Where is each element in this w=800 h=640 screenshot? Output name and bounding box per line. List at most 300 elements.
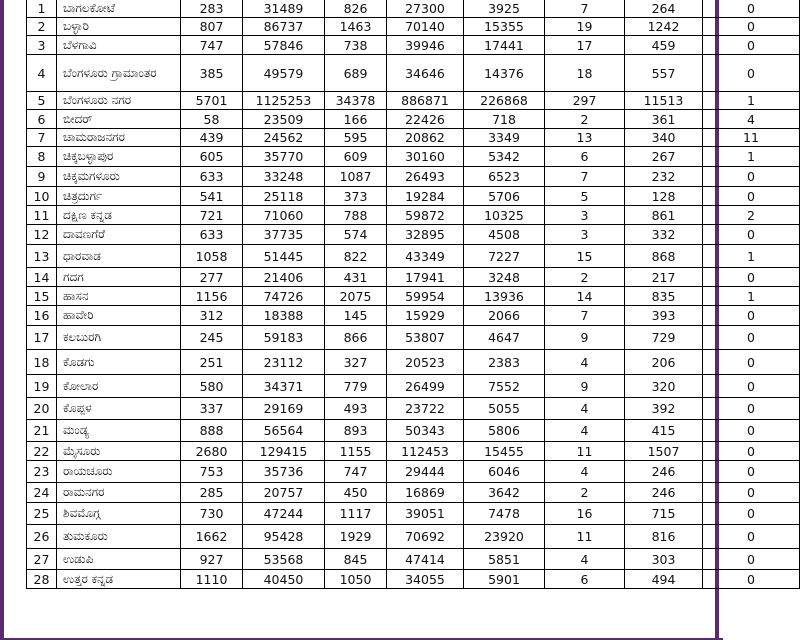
value-cell: 23920 — [464, 525, 545, 549]
value-cell: 70140 — [387, 18, 464, 36]
value-cell: 340 — [625, 129, 703, 147]
value-cell: 2066 — [464, 306, 545, 326]
value-cell: 0 — [703, 483, 800, 503]
value-cell: 20523 — [387, 350, 464, 375]
value-cell: 392 — [625, 398, 703, 420]
value-cell: 56564 — [243, 420, 325, 442]
value-cell: 11513 — [625, 92, 703, 110]
value-cell: 246 — [625, 461, 703, 483]
district-name-cell: ಚಿಕ್ಕಮಗಳೂರು — [57, 167, 181, 187]
value-cell: 9 — [545, 326, 625, 350]
value-cell: 6 — [545, 147, 625, 167]
value-cell: 40450 — [243, 570, 325, 589]
value-cell: 0 — [703, 268, 800, 287]
serial-number-cell: 22 — [27, 442, 57, 461]
value-cell: 1 — [703, 245, 800, 268]
value-cell: 0 — [703, 36, 800, 55]
value-cell: 633 — [181, 167, 243, 187]
serial-number-cell: 12 — [27, 225, 57, 245]
value-cell: 385 — [181, 55, 243, 92]
value-cell: 580 — [181, 375, 243, 398]
serial-number-cell: 16 — [27, 306, 57, 326]
value-cell: 7227 — [464, 245, 545, 268]
serial-number-cell: 28 — [27, 570, 57, 589]
district-name-cell: ಹಾಸನ — [57, 287, 181, 306]
value-cell: 0 — [703, 326, 800, 350]
value-cell: 738 — [325, 36, 387, 55]
value-cell: 34646 — [387, 55, 464, 92]
serial-number-cell: 27 — [27, 549, 57, 570]
value-cell: 26493 — [387, 167, 464, 187]
value-cell: 2 — [545, 110, 625, 129]
district-name-cell: ಹಾವೇರಿ — [57, 306, 181, 326]
table-row — [27, 206, 800, 225]
value-cell: 297 — [545, 92, 625, 110]
value-cell: 5342 — [464, 147, 545, 167]
value-cell: 15355 — [464, 18, 545, 36]
table-row — [27, 55, 800, 92]
value-cell: 25118 — [243, 187, 325, 206]
value-cell: 145 — [325, 306, 387, 326]
value-cell: 71060 — [243, 206, 325, 225]
district-name-cell: ಬೆಂಗಳೂರು ನಗರ — [57, 92, 181, 110]
value-cell: 31489 — [243, 0, 325, 18]
table-row — [27, 245, 800, 268]
value-cell: 0 — [703, 167, 800, 187]
district-name-cell: ಬೆಳಗಾವಿ — [57, 36, 181, 55]
serial-number-cell: 24 — [27, 483, 57, 503]
value-cell: 277 — [181, 268, 243, 287]
value-cell: 868 — [625, 245, 703, 268]
value-cell: 24562 — [243, 129, 325, 147]
value-cell: 730 — [181, 503, 243, 525]
value-cell: 59872 — [387, 206, 464, 225]
value-cell: 0 — [703, 350, 800, 375]
district-name-cell: ಚಾಮರಾಜನಗರ — [57, 129, 181, 147]
value-cell: 779 — [325, 375, 387, 398]
value-cell: 327 — [325, 350, 387, 375]
value-cell: 74726 — [243, 287, 325, 306]
value-cell: 886871 — [387, 92, 464, 110]
value-cell: 7 — [545, 167, 625, 187]
value-cell: 718 — [464, 110, 545, 129]
table-row — [27, 306, 800, 326]
value-cell: 33248 — [243, 167, 325, 187]
value-cell: 35770 — [243, 147, 325, 167]
value-cell: 494 — [625, 570, 703, 589]
value-cell: 59954 — [387, 287, 464, 306]
value-cell: 23112 — [243, 350, 325, 375]
value-cell: 729 — [625, 326, 703, 350]
value-cell: 541 — [181, 187, 243, 206]
district-name-cell: ಬಳ್ಳಾರಿ — [57, 18, 181, 36]
value-cell: 21406 — [243, 268, 325, 287]
value-cell: 23509 — [243, 110, 325, 129]
table-row — [27, 398, 800, 420]
value-cell: 0 — [703, 306, 800, 326]
value-cell: 1 — [703, 147, 800, 167]
value-cell: 3925 — [464, 0, 545, 18]
value-cell: 0 — [703, 549, 800, 570]
serial-number-cell: 11 — [27, 206, 57, 225]
value-cell: 493 — [325, 398, 387, 420]
value-cell: 3 — [545, 225, 625, 245]
value-cell: 595 — [325, 129, 387, 147]
table-row — [27, 36, 800, 55]
value-cell: 1058 — [181, 245, 243, 268]
value-cell: 10325 — [464, 206, 545, 225]
value-cell: 112453 — [387, 442, 464, 461]
value-cell: 4 — [703, 110, 800, 129]
value-cell: 18388 — [243, 306, 325, 326]
district-name-cell: ಬೆಂಗಳೂರು ಗ್ರಾಮಾಂತರ — [57, 55, 181, 92]
serial-number-cell: 9 — [27, 167, 57, 187]
value-cell: 70692 — [387, 525, 464, 549]
value-cell: 2 — [545, 483, 625, 503]
value-cell: 557 — [625, 55, 703, 92]
value-cell: 4 — [545, 398, 625, 420]
value-cell: 888 — [181, 420, 243, 442]
table-row — [27, 225, 800, 245]
serial-number-cell: 7 — [27, 129, 57, 147]
serial-number-cell: 8 — [27, 147, 57, 167]
value-cell: 0 — [703, 398, 800, 420]
district-name-cell: ಕೊಪ್ಪಳ — [57, 398, 181, 420]
value-cell: 13 — [545, 129, 625, 147]
serial-number-cell: 15 — [27, 287, 57, 306]
serial-number-cell: 4 — [27, 55, 57, 92]
value-cell: 95428 — [243, 525, 325, 549]
district-name-cell: ಬಾಗಲಕೋಟೆ — [57, 0, 181, 18]
serial-number-cell: 13 — [27, 245, 57, 268]
district-name-cell: ಕಲಬುರಗಿ — [57, 326, 181, 350]
value-cell: 7 — [545, 306, 625, 326]
district-name-cell: ಕೋಲಾರ — [57, 375, 181, 398]
value-cell: 0 — [703, 525, 800, 549]
value-cell: 633 — [181, 225, 243, 245]
value-cell: 715 — [625, 503, 703, 525]
value-cell: 861 — [625, 206, 703, 225]
value-cell: 15455 — [464, 442, 545, 461]
district-name-cell: ದಾವಣಗೆರೆ — [57, 225, 181, 245]
value-cell: 19 — [545, 18, 625, 36]
value-cell: 927 — [181, 549, 243, 570]
value-cell: 3349 — [464, 129, 545, 147]
district-name-cell: ಉತ್ತರ ಕನ್ನಡ — [57, 570, 181, 589]
value-cell: 11 — [545, 442, 625, 461]
value-cell: 14376 — [464, 55, 545, 92]
value-cell: 807 — [181, 18, 243, 36]
table-body — [27, 0, 800, 589]
serial-number-cell: 23 — [27, 461, 57, 483]
table-row — [27, 549, 800, 570]
value-cell: 439 — [181, 129, 243, 147]
value-cell: 393 — [625, 306, 703, 326]
value-cell: 283 — [181, 0, 243, 18]
table-row — [27, 129, 800, 147]
value-cell: 1050 — [325, 570, 387, 589]
value-cell: 34378 — [325, 92, 387, 110]
district-name-cell: ಮಂಡ್ಯ — [57, 420, 181, 442]
value-cell: 245 — [181, 326, 243, 350]
value-cell: 0 — [703, 0, 800, 18]
serial-number-cell: 1 — [27, 0, 57, 18]
value-cell: 29169 — [243, 398, 325, 420]
value-cell: 4647 — [464, 326, 545, 350]
value-cell: 39051 — [387, 503, 464, 525]
district-name-cell: ಕೊಡಗು — [57, 350, 181, 375]
value-cell: 5901 — [464, 570, 545, 589]
value-cell: 4 — [545, 420, 625, 442]
serial-number-cell: 20 — [27, 398, 57, 420]
value-cell: 2075 — [325, 287, 387, 306]
table-row — [27, 420, 800, 442]
value-cell: 23722 — [387, 398, 464, 420]
value-cell: 11 — [545, 525, 625, 549]
value-cell: 303 — [625, 549, 703, 570]
value-cell: 15929 — [387, 306, 464, 326]
value-cell: 822 — [325, 245, 387, 268]
value-cell: 47244 — [243, 503, 325, 525]
value-cell: 609 — [325, 147, 387, 167]
value-cell: 47414 — [387, 549, 464, 570]
value-cell: 866 — [325, 326, 387, 350]
value-cell: 49579 — [243, 55, 325, 92]
value-cell: 217 — [625, 268, 703, 287]
value-cell: 0 — [703, 55, 800, 92]
value-cell: 13936 — [464, 287, 545, 306]
value-cell: 7478 — [464, 503, 545, 525]
value-cell: 57846 — [243, 36, 325, 55]
value-cell: 2 — [703, 206, 800, 225]
value-cell: 753 — [181, 461, 243, 483]
value-cell: 9 — [545, 375, 625, 398]
table-row — [27, 287, 800, 306]
value-cell: 86737 — [243, 18, 325, 36]
value-cell: 747 — [325, 461, 387, 483]
value-cell: 373 — [325, 187, 387, 206]
value-cell: 39946 — [387, 36, 464, 55]
value-cell: 1 — [703, 287, 800, 306]
value-cell: 4 — [545, 350, 625, 375]
value-cell: 5706 — [464, 187, 545, 206]
value-cell: 1242 — [625, 18, 703, 36]
value-cell: 0 — [703, 461, 800, 483]
value-cell: 58 — [181, 110, 243, 129]
table-row — [27, 503, 800, 525]
table-row — [27, 167, 800, 187]
value-cell: 0 — [703, 187, 800, 206]
district-name-cell: ತುಮಕೂರು — [57, 525, 181, 549]
value-cell: 166 — [325, 110, 387, 129]
serial-number-cell: 25 — [27, 503, 57, 525]
serial-number-cell: 2 — [27, 18, 57, 36]
value-cell: 1463 — [325, 18, 387, 36]
serial-number-cell: 21 — [27, 420, 57, 442]
serial-number-cell: 6 — [27, 110, 57, 129]
value-cell: 1155 — [325, 442, 387, 461]
value-cell: 232 — [625, 167, 703, 187]
value-cell: 34055 — [387, 570, 464, 589]
value-cell: 267 — [625, 147, 703, 167]
value-cell: 574 — [325, 225, 387, 245]
value-cell: 5851 — [464, 549, 545, 570]
value-cell: 320 — [625, 375, 703, 398]
value-cell: 14 — [545, 287, 625, 306]
serial-number-cell: 10 — [27, 187, 57, 206]
table-row — [27, 461, 800, 483]
value-cell: 128 — [625, 187, 703, 206]
district-name-cell: ಮೈಸೂರು — [57, 442, 181, 461]
value-cell: 3642 — [464, 483, 545, 503]
value-cell: 53568 — [243, 549, 325, 570]
value-cell: 6 — [545, 570, 625, 589]
table-row — [27, 92, 800, 110]
serial-number-cell: 14 — [27, 268, 57, 287]
value-cell: 11 — [703, 129, 800, 147]
serial-number-cell: 18 — [27, 350, 57, 375]
value-cell: 7 — [545, 0, 625, 18]
value-cell: 788 — [325, 206, 387, 225]
value-cell: 53807 — [387, 326, 464, 350]
value-cell: 51445 — [243, 245, 325, 268]
value-cell: 29444 — [387, 461, 464, 483]
value-cell: 361 — [625, 110, 703, 129]
value-cell: 0 — [703, 442, 800, 461]
value-cell: 35736 — [243, 461, 325, 483]
value-cell: 15 — [545, 245, 625, 268]
value-cell: 50343 — [387, 420, 464, 442]
value-cell: 5806 — [464, 420, 545, 442]
value-cell: 17441 — [464, 36, 545, 55]
table-row — [27, 110, 800, 129]
table-row — [27, 187, 800, 206]
value-cell: 226868 — [464, 92, 545, 110]
value-cell: 0 — [703, 18, 800, 36]
value-cell: 747 — [181, 36, 243, 55]
value-cell: 16 — [545, 503, 625, 525]
serial-number-cell: 3 — [27, 36, 57, 55]
value-cell: 7552 — [464, 375, 545, 398]
value-cell: 16869 — [387, 483, 464, 503]
value-cell: 1929 — [325, 525, 387, 549]
district-name-cell: ಚಿತ್ರದುರ್ಗ — [57, 187, 181, 206]
value-cell: 3 — [545, 206, 625, 225]
value-cell: 285 — [181, 483, 243, 503]
value-cell: 845 — [325, 549, 387, 570]
value-cell: 129415 — [243, 442, 325, 461]
value-cell: 835 — [625, 287, 703, 306]
value-cell: 5 — [545, 187, 625, 206]
value-cell: 18 — [545, 55, 625, 92]
table-row — [27, 570, 800, 589]
value-cell: 264 — [625, 0, 703, 18]
value-cell: 2383 — [464, 350, 545, 375]
value-cell: 1125253 — [243, 92, 325, 110]
serial-number-cell: 19 — [27, 375, 57, 398]
value-cell: 6523 — [464, 167, 545, 187]
value-cell: 0 — [703, 503, 800, 525]
value-cell: 32895 — [387, 225, 464, 245]
district-name-cell: ರಾಯಚೂರು — [57, 461, 181, 483]
value-cell: 37735 — [243, 225, 325, 245]
value-cell: 43349 — [387, 245, 464, 268]
value-cell: 0 — [703, 420, 800, 442]
value-cell: 1 — [703, 92, 800, 110]
value-cell: 1662 — [181, 525, 243, 549]
value-cell: 893 — [325, 420, 387, 442]
table-row — [27, 525, 800, 549]
value-cell: 59183 — [243, 326, 325, 350]
value-cell: 19284 — [387, 187, 464, 206]
value-cell: 26499 — [387, 375, 464, 398]
value-cell: 826 — [325, 0, 387, 18]
serial-number-cell: 26 — [27, 525, 57, 549]
value-cell: 605 — [181, 147, 243, 167]
value-cell: 206 — [625, 350, 703, 375]
table-row — [27, 147, 800, 167]
value-cell: 0 — [703, 375, 800, 398]
value-cell: 689 — [325, 55, 387, 92]
value-cell: 34371 — [243, 375, 325, 398]
table-row — [27, 483, 800, 503]
district-statistics-table — [26, 0, 800, 589]
table-row — [27, 375, 800, 398]
table-row — [27, 0, 800, 18]
value-cell: 2680 — [181, 442, 243, 461]
district-name-cell: ಚಿಕ್ಕಬಳ್ಳಾಪುರ — [57, 147, 181, 167]
value-cell: 20757 — [243, 483, 325, 503]
table-row — [27, 326, 800, 350]
value-cell: 721 — [181, 206, 243, 225]
value-cell: 1087 — [325, 167, 387, 187]
district-name-cell: ಬೀದರ್ — [57, 110, 181, 129]
value-cell: 1156 — [181, 287, 243, 306]
value-cell: 17 — [545, 36, 625, 55]
value-cell: 27300 — [387, 0, 464, 18]
value-cell: 5055 — [464, 398, 545, 420]
district-name-cell: ರಾಮನಗರ — [57, 483, 181, 503]
value-cell: 459 — [625, 36, 703, 55]
value-cell: 3248 — [464, 268, 545, 287]
value-cell: 6046 — [464, 461, 545, 483]
value-cell: 1110 — [181, 570, 243, 589]
table-row — [27, 350, 800, 375]
value-cell: 246 — [625, 483, 703, 503]
table-row — [27, 442, 800, 461]
value-cell: 415 — [625, 420, 703, 442]
value-cell: 2 — [545, 268, 625, 287]
value-cell: 1117 — [325, 503, 387, 525]
district-name-cell: ಉಡುಪಿ — [57, 549, 181, 570]
table-row — [27, 268, 800, 287]
value-cell: 431 — [325, 268, 387, 287]
value-cell: 4 — [545, 549, 625, 570]
value-cell: 5701 — [181, 92, 243, 110]
value-cell: 312 — [181, 306, 243, 326]
district-name-cell: ಧಾರವಾಡ — [57, 245, 181, 268]
serial-number-cell: 17 — [27, 326, 57, 350]
value-cell: 1507 — [625, 442, 703, 461]
value-cell: 30160 — [387, 147, 464, 167]
value-cell: 22426 — [387, 110, 464, 129]
value-cell: 0 — [703, 570, 800, 589]
value-cell: 17941 — [387, 268, 464, 287]
value-cell: 816 — [625, 525, 703, 549]
value-cell: 251 — [181, 350, 243, 375]
table-row — [27, 18, 800, 36]
value-cell: 0 — [703, 225, 800, 245]
